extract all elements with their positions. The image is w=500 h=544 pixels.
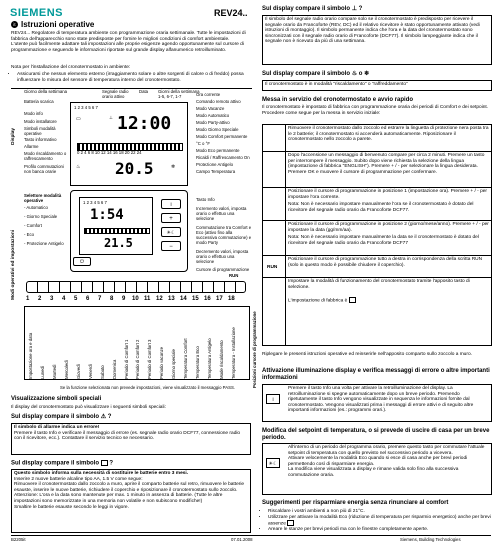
auto-mode-icon xyxy=(349,297,356,303)
radio-symbol-title: Sul display compare il simbolo ⊥ ? xyxy=(262,6,363,12)
heat-box: Il cronotermostato è in modalità "riscaldamento" o "raffreddamento" xyxy=(262,80,492,91)
scale-label: Venerdì xyxy=(88,364,93,379)
cursor-side-label: Posizioni cursore di programmazione xyxy=(252,311,257,388)
snowflake-icon: ❄ xyxy=(364,71,370,77)
attivazione-title: Attivazione illuminazione display e verifica messaggi di errore o altre importanti informazioni xyxy=(262,368,490,381)
programming-slider[interactable] xyxy=(26,281,246,293)
battery-box: Questo simbolo informa sulla necessità di sostituire le batterie entro 3 mesi. Inserire 2 nuove batterie alcaline tipo AA, 1.5 V come segue: Rimuovere il cronotermostato dallo zoccolo a muro, aprire il comparto batterie sul retro, rimuovere le batterie esauste, inserire le nuove batterie, richiudere il coperchio e riposizionare il cronotermostato sullo zoccolo. Attenzione: L'ora e la data sono mantenute per max. 1 minuto in assenza di batterie. (Tutte le altre impostazioni sono memorizzate in una memoria non volatile e non subiscono modifiche!) Smaltire le batterie esauste secondo le leggi in vigore. xyxy=(11,469,251,533)
device-lcd xyxy=(79,197,153,255)
step2-text: Dopo l'accensione un messaggio di benvenuto compare per circa 2 minuti. Premere un tasto per interrompere il messaggio. Subito dopo viene richiesta la selezione della lingua (impostazione di fabbrica "ENGLISH"). Premere + / - per selezionare la lingua desiderata. Premere OK e muovere il cursore di programmazione per confermare. xyxy=(288,153,485,175)
display-top-label-date: Data xyxy=(139,89,149,94)
visualizzazione-title: Visualizzazione simboli speciali xyxy=(11,396,102,402)
display-right-labels: Ora corrente Comando remoto attivo Modo Vacanze Modo Automatico Modo Party-attivo Modo Giorno Speciale Modo Comfort permanente °C o °F Modo Eco permanente Ricaldi / Raffrescamento On Protezione Antigelo Campo Temperatura xyxy=(196,92,250,174)
scale-number: 1 xyxy=(26,296,30,302)
radio-box: Il simbolo del segnale radio orario compare solo se il cronotermostato è predisposto per ricevere il segnale orario da Francoforte (REV, DC) ed il relativo ricevitore è stato opportunamente attivato (vedi istruzioni di montaggio). Il simbolo permanente indica che l'ora e la data del cronotermostato sono sincronizzati con il segnale radio orario di Francoforte (DCF77). Il simbolo lampeggiante indica che il segnale non è ricevuto da più di una settimana. xyxy=(262,15,492,65)
scale-number: 2 xyxy=(38,296,42,302)
plus-button[interactable]: + xyxy=(161,213,181,223)
suggerimenti-list: • Riscaldare i vostri ambienti a non più di 21°C. • Utilizzare per attivare la modalità Eco (riduzione di temperatura per risparmio energetico) anche per brevi assenze • Areare le stanze per brevi periodi ma con le finestre completamente aperte. xyxy=(262,509,492,533)
lcd-hours-scale: 0 2 4 6 8 10 12 14 16 18 20 22 24 xyxy=(77,150,142,155)
scale-labels xyxy=(24,306,250,380)
display-left-labels: Giorno della settimana Batteria scarica Modo info Modo installatore Simboli modalità operative Tasto informativo Allarme Modo riscaldamento o raffrescamento Profilo commutazioni non banca orarie xyxy=(24,89,67,175)
battery-icon: ▭ xyxy=(76,117,81,122)
messa-after: Riplegare le presenti istruzioni operative ed reinserirle nell'apposito comparto sullo zoccolo a muro. xyxy=(262,352,472,357)
lcd-display xyxy=(70,102,188,186)
lcd-days-row: 1 2 3 4 5 6 7 xyxy=(74,105,98,110)
scale-label: Temperatura Antigelo xyxy=(207,338,212,379)
snowflake-icon: ❄ xyxy=(171,165,176,170)
device-lcd-time: 1:54 xyxy=(90,207,124,223)
info-button[interactable]: i xyxy=(161,199,181,209)
scale-number: 15 xyxy=(192,296,199,302)
step4-note: Nota: Non è necessario impostare manualmente la data se il cronotermostato è dotato del ricevitore del segnale radio orario da Francoforte DCF77 xyxy=(288,235,479,246)
device-lcd-temp: 21.5 xyxy=(104,236,133,250)
scale-number: 5 xyxy=(74,296,78,302)
step6-text: Impostare la modalità di funzionamento del cronotermostato tramite l'apposito tasto di selezione. xyxy=(288,279,470,290)
battery-symbol-title: Sul display compare il simbolo ? xyxy=(11,460,114,467)
footer-date: 07.01.2008 xyxy=(231,537,253,542)
run-label: RUN xyxy=(229,273,239,278)
radio-tower-icon: ⊥ xyxy=(109,115,113,120)
intro-paragraph: REV24... Regolatore di temperatura ambiente con programmazione oraria settimanale. Tutte le impostazioni di fabbrica dell'apparecchio sono state predisposte per fornire le migliori condizioni di comfort ambientale. L'utente può facilmente adattare tali impostazioni alle proprie esigenze agendo opportunamente sul cursore di programmazione e seguendo le informazioni riportate sul grande display alfanumerico retroilluminato. xyxy=(11,31,246,53)
modifica-box: All'interno di un periodo del programma orario, premere questo tasto per commutare l'attuale setpoint di temperatura con quello previsto nel successivo periodo a vicevera. Attivare velocemente la modalità Eco quando si esce di casa anche per brevi periodi permettendo così di risparmiare energia. La modifica viene visualizzata a display e rimane valida solo fino alla successiva commutazione oraria. xyxy=(262,443,492,495)
battery-low-icon xyxy=(101,460,108,466)
run-label-step: RUN xyxy=(267,265,278,270)
pass-note: Se la funzione selezionata non prevede impostazioni, viene visualizzato il messaggio PASS. xyxy=(60,385,235,390)
step3-note: Nota: Non è necessario impostare manualmente l'ora se il cronotermostato è dotato del ricevitore del segnale radio orario da Francoforte DCF77. xyxy=(288,202,474,213)
model-name: REV24.. xyxy=(214,8,248,18)
scale-label: Periodo di Comfort 3 xyxy=(147,339,152,379)
scale-numbers xyxy=(24,296,250,305)
device-lcd-bargraph xyxy=(84,228,150,234)
minus-button[interactable]: − xyxy=(161,241,181,251)
page-title: Istruzioni operative xyxy=(21,20,95,29)
modes-left-labels: Selettore modalità operative - Automatico - Giorno Speciale - Comfort - Eco - Protezione Antigelo xyxy=(24,193,64,246)
scale-label: Impostazione ora e data xyxy=(28,332,33,379)
messa-text: Il cronotermostato è impostato di fabbrica con programmazione oraria dei periodi di Comfort e dei setpoint. Procedere come segue per la messa in servizio iniziale: xyxy=(262,105,489,116)
scale-number: 11 xyxy=(144,296,151,302)
footer-rule xyxy=(11,535,491,536)
scale-label: Periodo di Comfort 1 xyxy=(124,339,129,379)
heat-symbol-title: Sul display compare il simbolo ♨ o ❄ xyxy=(262,71,370,77)
scale-label: Temperatura - Installazione xyxy=(231,327,236,379)
scale-label: Giorno speciale xyxy=(171,349,176,379)
lcd-time: 12:00 xyxy=(117,113,172,134)
scale-label: Mercoledì xyxy=(64,360,69,379)
messa-steps-table xyxy=(262,124,492,346)
step7-text: L'impostazione di fabbrica è xyxy=(288,297,490,304)
scale-number: 3 xyxy=(50,296,54,302)
step5-text: Posizionare il cursore di programmazione tutto a destra in corrispondenza della scritta RUN (solo in questo modo è possibile chiudere il coperchio). xyxy=(288,257,483,268)
mode-selector-button[interactable]: ⏻ xyxy=(73,257,91,266)
device-lcd-days: 1 2 3 4 5 6 7 xyxy=(83,200,107,205)
display-top-label-radio: Segnale radio orario attivo xyxy=(102,89,129,100)
brand-logo: SIEMENS xyxy=(10,7,64,19)
scale-number: 4 xyxy=(62,296,66,302)
modes-right-labels: Tasto Info Incremento valori, imposta orario o effettuo una selezione Commutazione tra Comfort e Eco (attivo fino alla successiva commutazione) e modo Party Decremento valori, imposta orario o effettuo una selezione Cursore di programmazione xyxy=(196,197,252,272)
messa-title: Messa in servizio del cronotermostato e avvio rapido xyxy=(262,97,414,103)
scale-label: Temperatura Eco xyxy=(195,346,200,379)
scale-number: 10 xyxy=(132,296,139,302)
scale-label: Sabato xyxy=(100,365,105,379)
comfort-eco-icon xyxy=(287,520,294,526)
modifica-title: Modifica del setpoint di temperatura, o si prevede di uscire di casa per un breve periodo. xyxy=(262,428,490,441)
install-note: Nota per l'installazione del cronotermostato in ambiente: xyxy=(11,65,131,70)
scale-label: Martedì xyxy=(52,364,57,379)
scale-number: 18 xyxy=(228,296,235,302)
scale-label: Mode riscaldamento xyxy=(219,340,224,379)
flame-icon: ♨ xyxy=(351,71,358,77)
footer-company: Siemens, Building Technologies xyxy=(400,537,461,542)
scale-number: 9 xyxy=(122,296,126,302)
scale-label: Periodo di Comfort 2 xyxy=(135,339,140,379)
radio-tower-icon: ⊥ xyxy=(351,6,357,12)
scale-number: 17 xyxy=(216,296,223,302)
install-bullet: • Assicurarsi che nessun elemento esterno (irraggiamento solare o altre sorgenti di calore o di freddo) possa influenzare lo misura del sensore di temperatura interno del cronotermostato. xyxy=(11,72,247,83)
scale-label: Lunedì xyxy=(40,365,45,379)
attivazione-box: Premere il tasto Info una volta per attivare la retroilluminazione del display. La retroilluminazione si spegne automaticamente dopo un breve periodo. Premendo ripetutamente il tasto Info vengono visualizzate in sequenza le informazioni fornite dal cronotermostato. Vengono visualizzati prima i messaggi di errore attivi e di seguito altre importanti informazioni (es.: programmi orari.). xyxy=(262,384,492,422)
step1-text: Rimuovere il cronotermostato dallo zoccolo ed estrarre la linguetta di protezione nera posta tra le 2 batterie; il cronotermostato si accenderà automaticamente. Riposizionare il cronotermostato nello zoccolo a parete. xyxy=(288,126,489,143)
scale-number: 7 xyxy=(98,296,102,302)
scale-number: 14 xyxy=(180,296,187,302)
comfort-eco-icon: ☀☾ xyxy=(266,458,280,468)
info-button-icon: i xyxy=(266,394,280,404)
scale-number: 6 xyxy=(86,296,90,302)
modes-side-label: Modi operativi ed impostazioni xyxy=(11,229,16,300)
scale-number: 8 xyxy=(110,296,114,302)
scale-label: Domenica xyxy=(112,359,117,379)
alarm-icon: ⚠ xyxy=(100,414,107,420)
scale-label: Giovedì xyxy=(76,364,81,379)
suggerimenti-title: Suggerimenti per risparmiare energia senza rinunciare al comfort xyxy=(262,500,449,506)
step3-text: Posizionare il cursore di programmazione in posizione 1 (impostazione ora). Premere + / - per impostare l'ora corrente. xyxy=(288,189,488,200)
cursor-scale xyxy=(24,296,250,392)
display-side-label: Display xyxy=(11,127,16,145)
scale-number: 16 xyxy=(204,296,211,302)
step4-text: Posizionare il cursore di programmazione in posizione 2 (giorno/mese/anno). Premere + / - per impostare la data (gg/mm/aa). xyxy=(288,222,489,233)
visualizzazione-text: Il display del cronotermostato può visualizzare i seguenti simboli speciali: xyxy=(11,405,166,410)
scale-number: 12 xyxy=(156,296,163,302)
scale-label: Periodo vacanze xyxy=(159,346,164,379)
scale-number: 13 xyxy=(168,296,175,302)
flame-icon: ♨ xyxy=(76,165,81,170)
display-top-label-days: Giorni della settimana 1-5, 6-7, 1-7 xyxy=(158,89,200,100)
footer-code: B2205it xyxy=(11,537,26,542)
lcd-temperature: 20.5 xyxy=(115,159,154,178)
alarm-symbol-title: Sul display compare il simbolo ⚠ ? xyxy=(11,414,112,420)
comfort-eco-button[interactable]: ☀☾ xyxy=(161,227,181,237)
thermostat-device xyxy=(70,190,188,272)
alarm-box: Il simbolo di allarme indica un errore! Premere il tasto Info e verificare il messaggio di errore (es. segnale radio orario DCF77, connessione radio con il ricevitore, ecc.). Contattare il servizio tecnico se necessario. xyxy=(11,423,251,455)
language-badge: it xyxy=(11,21,18,28)
scale-label: Temperatura Comfort xyxy=(183,338,188,379)
